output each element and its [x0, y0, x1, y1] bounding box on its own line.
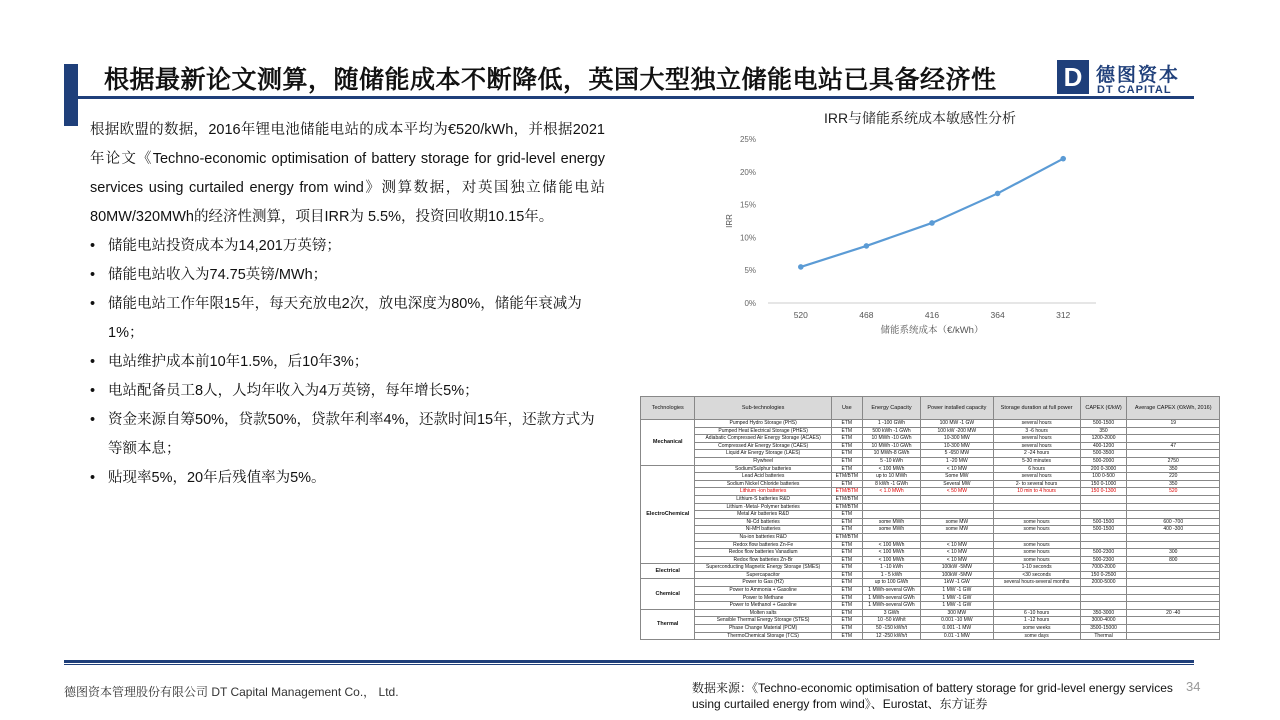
table-cell: some MWh	[862, 526, 920, 534]
table-cell: ThermoChemical Storage (TCS)	[695, 632, 831, 640]
table-cell	[993, 594, 1080, 602]
table-cell: ETM	[831, 442, 862, 450]
table-cell: 3500-15000	[1080, 625, 1127, 633]
table-cell: some days	[993, 632, 1080, 640]
title-underline	[64, 96, 1194, 99]
table-row	[641, 526, 1220, 534]
table-cell: ETM	[831, 427, 862, 435]
table-cell: 500-2300	[1080, 556, 1127, 564]
table-cell: 100kW -5MW	[921, 564, 993, 572]
table-cell	[1127, 587, 1220, 595]
table-cell: some MW	[921, 526, 993, 534]
table-cell: 350	[1127, 465, 1220, 473]
table-cell: 1 MWh-several GWh	[862, 602, 920, 610]
table-header-cell: Use	[831, 397, 862, 420]
table-cell: Flywheel	[695, 457, 831, 465]
table-cell: < 50 MW	[921, 488, 993, 496]
table-cell: Lithium -ion batteries	[695, 488, 831, 496]
table-cell: ETM/BTM	[831, 473, 862, 481]
bullet-item: • 储能电站投资成本为14,201万英镑；	[90, 232, 605, 261]
table-cell: 100 0-500	[1080, 473, 1127, 481]
table-cell: several hours	[993, 473, 1080, 481]
table-cell: <30 seconds	[993, 571, 1080, 579]
table-cell	[993, 503, 1080, 511]
table-header-cell: CAPEX (€/kW)	[1080, 397, 1127, 420]
table-row	[641, 435, 1220, 443]
table-cell: ETM/BTM	[831, 503, 862, 511]
table-cell: ETM	[831, 480, 862, 488]
table-cell: Pumped Heat Electrical Storage (PHES)	[695, 427, 831, 435]
table-row	[641, 503, 1220, 511]
table-cell: 1 -100 GWh	[862, 420, 920, 428]
table-cell: ETM	[831, 617, 862, 625]
table-cell: 19	[1127, 420, 1220, 428]
table-header-cell: Energy Capacity	[862, 397, 920, 420]
table-cell: 500-2000	[1080, 457, 1127, 465]
table-cell	[921, 495, 993, 503]
table-cell: 10 MWh-8 GWh	[862, 450, 920, 458]
chart-title: IRR与储能系统成本敏感性分析	[823, 110, 1017, 126]
table-cell: 6 -10 hours	[993, 609, 1080, 617]
table-cell: Supercapacitor	[695, 571, 831, 579]
table-cell: 1 MWh-several GWh	[862, 594, 920, 602]
data-point	[1060, 156, 1066, 162]
table-cell	[1127, 533, 1220, 541]
table-cell	[1127, 427, 1220, 435]
table-cell	[1127, 450, 1220, 458]
table-cell: Compressed Air Energy Storage (CAES)	[695, 442, 831, 450]
table-cell: some MW	[921, 518, 993, 526]
table-cell: < 100 MWh	[862, 541, 920, 549]
table-cell: 500-1500	[1080, 518, 1127, 526]
table-cell: 600 -700	[1127, 518, 1220, 526]
data-point	[864, 243, 870, 249]
table-cell: ETM	[831, 632, 862, 640]
table-cell: Sodium/Sulphur batteries	[695, 465, 831, 473]
table-cell: 3000-4000	[1080, 617, 1127, 625]
table-cell: Lead Acid batteries	[695, 473, 831, 481]
table-cell: ETM	[831, 609, 862, 617]
table-cell	[1127, 594, 1220, 602]
table-cell	[993, 533, 1080, 541]
table-row	[641, 450, 1220, 458]
table-cell: 0.001 -10 MW	[921, 617, 993, 625]
table-cell: ETM	[831, 549, 862, 557]
table-cell	[1127, 564, 1220, 572]
table-cell: ETM	[831, 518, 862, 526]
table-category-cell: Chemical	[641, 579, 695, 609]
table-cell: 1kW -1 GW	[921, 579, 993, 587]
table-cell	[1127, 495, 1220, 503]
table-cell: 1200-2000	[1080, 435, 1127, 443]
logo-icon: D	[1057, 60, 1089, 94]
table-cell	[993, 602, 1080, 610]
table-cell: ETM	[831, 465, 862, 473]
table-row	[641, 632, 1220, 640]
table-cell: ETM	[831, 457, 862, 465]
table-cell: Redox flow batteries Zn-Br	[695, 556, 831, 564]
y-axis-label: IRR	[725, 214, 734, 228]
table-cell: some hours	[993, 526, 1080, 534]
table-cell: 150 0-2500	[1080, 571, 1127, 579]
table-cell: Several MW	[921, 480, 993, 488]
table-cell: 300	[1127, 549, 1220, 557]
table-cell	[993, 587, 1080, 595]
table-cell: ETM	[831, 602, 862, 610]
table-cell: Ni-Cd batteries	[695, 518, 831, 526]
intro-paragraph: 根据欧盟的数据，2016年锂电池储能电站的成本平均为€520/kWh，并根据2021年论文《Techno-economic optimisation of battery storage for grid-level energy services using curtailed energy from wind》测算数据，对英国独立储能电站80MW/320MWh的经济性测算，项目IRR为 5.5%，投资回收期10.15年。	[90, 122, 605, 225]
table-cell: 10 MWh -10 GWh	[862, 435, 920, 443]
table-cell: 1 -12 hours	[993, 617, 1080, 625]
table-cell: ETM	[831, 435, 862, 443]
table-cell: several hours	[993, 420, 1080, 428]
x-tick-label: 520	[793, 310, 808, 320]
table-cell	[1080, 587, 1127, 595]
table-cell: Na-ion batteries R&D	[695, 533, 831, 541]
table-cell	[1080, 594, 1127, 602]
table-cell: 150 0-1000	[1080, 480, 1127, 488]
table-cell: 500-1500	[1080, 420, 1127, 428]
table-cell	[1080, 495, 1127, 503]
bullet-item: • 资金来源自筹50%，贷款50%，贷款年利率4%，还款时间15年，还款方式为等额本息；	[90, 406, 605, 464]
bullet-item: • 电站配备员工8人，人均年收入为4万英镑，每年增长5%；	[90, 377, 605, 406]
table-row	[641, 495, 1220, 503]
table-cell	[1127, 503, 1220, 511]
table-cell: up to 100 GWh	[862, 579, 920, 587]
table-cell: 10-300 MW	[921, 435, 993, 443]
table-cell: 350	[1127, 480, 1220, 488]
table-cell: < 100 MWh	[862, 549, 920, 557]
table-cell: 500-3500	[1080, 450, 1127, 458]
table-header-cell: Power installed capacity	[921, 397, 993, 420]
table-cell	[1080, 533, 1127, 541]
page-title: 根据最新论文测算，随储能成本不断降低，英国大型独立储能电站已具备经济性	[104, 66, 997, 94]
table-cell	[1127, 602, 1220, 610]
table-header-cell: Storage duration at full power	[993, 397, 1080, 420]
table-cell: 2750	[1127, 457, 1220, 465]
x-tick-label: 364	[990, 310, 1005, 320]
table-cell	[993, 511, 1080, 519]
bullet-item: • 储能电站收入为74.75英镑/MWh；	[90, 261, 605, 290]
table-row	[641, 465, 1220, 473]
table-cell: Lithium -Metal- Polymer batteries	[695, 503, 831, 511]
table-cell: 350	[1080, 427, 1127, 435]
table-cell: ETM	[831, 526, 862, 534]
y-tick-label: 15%	[739, 200, 756, 210]
table-cell: 350-3000	[1080, 609, 1127, 617]
table-cell	[921, 533, 993, 541]
table-cell	[1127, 571, 1220, 579]
table-cell: 100 MW -1 GW	[921, 420, 993, 428]
table-cell: ETM	[831, 625, 862, 633]
table-cell: Power to Gas (H2)	[695, 579, 831, 587]
logo-text-cn: 德图资本	[1096, 65, 1181, 86]
table-row	[641, 541, 1220, 549]
bullet-list	[90, 232, 605, 493]
table-cell: Lithium-S batteries R&D	[695, 495, 831, 503]
table-cell: < 10 MW	[921, 465, 993, 473]
table-cell: Ni-MH batteries	[695, 526, 831, 534]
table-cell: 47	[1127, 442, 1220, 450]
table-cell	[921, 503, 993, 511]
table-cell: ETM/BTM	[831, 488, 862, 496]
table-row	[641, 571, 1220, 579]
table-row	[641, 480, 1220, 488]
table-cell: ETM/BTM	[831, 495, 862, 503]
table-cell: ETM	[831, 450, 862, 458]
table-row	[641, 617, 1220, 625]
table-cell: 10 MWh -10 GWh	[862, 442, 920, 450]
table-cell: Some MW	[921, 473, 993, 481]
bullet-item: • 贴现率5%，20年后残值率为5%。	[90, 464, 605, 493]
table-cell: 1 MW -1 GW	[921, 587, 993, 595]
table-cell	[862, 503, 920, 511]
table-cell: 500 kWh -1 GWh	[862, 427, 920, 435]
table-cell: < 10 MW	[921, 549, 993, 557]
table-cell: ETM/BTM	[831, 533, 862, 541]
table-cell: Thermal	[1080, 632, 1127, 640]
table-cell	[1127, 632, 1220, 640]
footer-source: 数据来源：《Techno-economic optimisation of battery storage for grid-level energy services using curtailed energy from wind》、Eurostat、东方证券	[692, 681, 1173, 711]
table-row	[641, 427, 1220, 435]
data-point	[798, 264, 804, 270]
table-cell: 2000-5000	[1080, 579, 1127, 587]
footer-company: 德图资本管理股份有限公司 DT Capital Management Co.， Ltd.	[64, 685, 399, 699]
table-row	[641, 533, 1220, 541]
table-cell	[862, 533, 920, 541]
table-cell: 50 -150 kWh/t	[862, 625, 920, 633]
table-cell: ETM	[831, 587, 862, 595]
table-cell: < 10 MW	[921, 556, 993, 564]
bullet-item: • 储能电站工作年限15年，每天充放电2次，放电深度为80%，储能年衰减为1%；	[90, 290, 605, 348]
table-row	[641, 609, 1220, 617]
table-cell: several hours	[993, 442, 1080, 450]
table-cell	[1080, 541, 1127, 549]
x-tick-label: 416	[924, 310, 940, 320]
footer-rule	[64, 660, 1194, 663]
table-row	[641, 549, 1220, 557]
table-cell: 800	[1127, 556, 1220, 564]
table-cell: 1 MW -1 GW	[921, 602, 993, 610]
table-cell	[862, 495, 920, 503]
table-cell: 100kW -5MW	[921, 571, 993, 579]
table-category-cell: Mechanical	[641, 420, 695, 466]
table-cell: 3 -6 hours	[993, 427, 1080, 435]
table-cell: several hours-several months	[993, 579, 1080, 587]
table-cell: < 10 MW	[921, 541, 993, 549]
footer-rule-thin	[64, 664, 1194, 665]
table-header-cell: Technologies	[641, 397, 695, 420]
table-cell: 6 hours	[993, 465, 1080, 473]
table-cell: Metal Air batteries R&D	[695, 511, 831, 519]
table-cell: Power to Methane	[695, 594, 831, 602]
table-cell: 520	[1127, 488, 1220, 496]
table-cell: ETM	[831, 594, 862, 602]
body-text	[90, 116, 605, 493]
table-row	[641, 564, 1220, 572]
table-cell: 1-10 seconds	[993, 564, 1080, 572]
page-number: 34	[1186, 679, 1201, 694]
x-axis-label: 储能系统成本（€/kWh）	[880, 325, 984, 336]
table-row	[641, 488, 1220, 496]
table-cell: 2 -24 hours	[993, 450, 1080, 458]
table-cell: some hours	[993, 556, 1080, 564]
table-cell: 220	[1127, 473, 1220, 481]
table-cell: up to 10 MWh	[862, 473, 920, 481]
table-cell: Redox flow batteries Vanadium	[695, 549, 831, 557]
irr-chart	[720, 104, 1120, 344]
table-cell: some hours	[993, 518, 1080, 526]
table-cell	[1127, 541, 1220, 549]
y-tick-label: 5%	[744, 266, 756, 276]
table-cell: ETM	[831, 564, 862, 572]
table-cell: < 100 MWh	[862, 465, 920, 473]
table-cell: Sensible Thermal Energy Storage (STES)	[695, 617, 831, 625]
table-cell: 400 -300	[1127, 526, 1220, 534]
table-cell: 1 MW -1 GW	[921, 594, 993, 602]
table-cell: 500-1500	[1080, 526, 1127, 534]
table-cell: ETM	[831, 579, 862, 587]
table-row	[641, 442, 1220, 450]
data-point	[929, 220, 935, 226]
table-cell: 400-1200	[1080, 442, 1127, 450]
table-cell: 500-2300	[1080, 549, 1127, 557]
table-cell: some hours	[993, 549, 1080, 557]
table-header-cell: Average CAPEX (€/kWh, 2016)	[1127, 397, 1220, 420]
table-cell: Power to Ammonia + Gasoline	[695, 587, 831, 595]
table-cell: 3 GWh	[862, 609, 920, 617]
x-tick-label: 468	[859, 310, 874, 320]
table-cell: Sodium Nickel Chloride batteries	[695, 480, 831, 488]
table-cell: ETM	[831, 571, 862, 579]
table-category-cell: Thermal	[641, 609, 695, 639]
table-cell: 0.01 -1 MW	[921, 632, 993, 640]
table-header-cell: Sub-technologies	[695, 397, 831, 420]
table-header-row	[641, 397, 1220, 420]
table-cell: Molten salts	[695, 609, 831, 617]
table-cell: 1 - 5 kWh	[862, 571, 920, 579]
table-cell	[1127, 435, 1220, 443]
table-cell: ETM	[831, 420, 862, 428]
table-cell: 8 kWh -1 GWh	[862, 480, 920, 488]
table-cell	[993, 495, 1080, 503]
table-cell: 300 MW	[921, 609, 993, 617]
table-cell: 1 MWh-several GWh	[862, 587, 920, 595]
table-cell: Liquid Air Energy Storage (LAES)	[695, 450, 831, 458]
y-tick-label: 20%	[739, 167, 756, 177]
table-cell: some weeks	[993, 625, 1080, 633]
table-row	[641, 457, 1220, 465]
logo-text-en: DT CAPITAL	[1097, 84, 1172, 96]
table-row	[641, 473, 1220, 481]
table-row	[641, 556, 1220, 564]
irr-series-line	[801, 159, 1063, 267]
table-row	[641, 594, 1220, 602]
table-category-cell: Electrical	[641, 564, 695, 579]
table-cell: several hours	[993, 435, 1080, 443]
table-cell: 12 -250 kWh/t	[862, 632, 920, 640]
table-cell: ETM	[831, 541, 862, 549]
table-row	[641, 587, 1220, 595]
table-cell	[1127, 625, 1220, 633]
table-cell: Redox flow batteries Zn-Fe	[695, 541, 831, 549]
table-row	[641, 625, 1220, 633]
data-point	[995, 191, 1001, 197]
table-cell: Power to Methanol + Gasoline	[695, 602, 831, 610]
table-row	[641, 602, 1220, 610]
table-cell	[1127, 511, 1220, 519]
table-category-cell: ElectroChemical	[641, 465, 695, 564]
table-cell: some hours	[993, 541, 1080, 549]
table-cell: 10 min to 4 hours	[993, 488, 1080, 496]
table-cell	[1080, 511, 1127, 519]
table-cell: 7000-2000	[1080, 564, 1127, 572]
table-cell: 200 0-3000	[1080, 465, 1127, 473]
table-cell: 10-300 MW	[921, 442, 993, 450]
table-cell: Adiabatic Compressed Air Energy Storage (ACAES)	[695, 435, 831, 443]
x-tick-label: 312	[1056, 310, 1071, 320]
y-tick-label: 0%	[744, 299, 756, 308]
table-cell: 150 0-1300	[1080, 488, 1127, 496]
table-cell	[1080, 503, 1127, 511]
table-cell: 1 -10 kWh	[862, 564, 920, 572]
table-cell	[1127, 617, 1220, 625]
table-cell: 100 kW -200 MW	[921, 427, 993, 435]
table-row	[641, 579, 1220, 587]
table-cell: ETM	[831, 556, 862, 564]
table-cell	[1080, 602, 1127, 610]
table-cell	[862, 511, 920, 519]
table-row	[641, 518, 1220, 526]
table-cell	[1127, 579, 1220, 587]
table-cell: Phase Change Material (PCM)	[695, 625, 831, 633]
y-tick-label: 25%	[739, 135, 756, 144]
table-cell: 2- to several hours	[993, 480, 1080, 488]
table-cell: < 100 MWh	[862, 556, 920, 564]
title-accent-bar	[64, 64, 78, 126]
table-cell: 5 -10 kWh	[862, 457, 920, 465]
table-cell: 0.001 -1 MW	[921, 625, 993, 633]
table-cell: 5 -650 MW	[921, 450, 993, 458]
table-cell: Pumped Hydro Storage (PHS)	[695, 420, 831, 428]
table-cell: < 1.0 MWh	[862, 488, 920, 496]
table-row	[641, 420, 1220, 428]
table-row	[641, 511, 1220, 519]
table-cell: 20 -40	[1127, 609, 1220, 617]
table-cell: some MWh	[862, 518, 920, 526]
table-cell: 5-30 minutes	[993, 457, 1080, 465]
table-cell: 10 -50 kWh/t	[862, 617, 920, 625]
table-cell	[921, 511, 993, 519]
table-cell: Superconducting Magnetic Energy Storage (SMES)	[695, 564, 831, 572]
table-cell: ETM	[831, 511, 862, 519]
storage-tech-table	[640, 396, 1220, 642]
bullet-item: • 电站维护成本前10年1.5%，后10年3%；	[90, 348, 605, 377]
y-tick-label: 10%	[739, 233, 756, 243]
table-cell: 1 -20 MW	[921, 457, 993, 465]
